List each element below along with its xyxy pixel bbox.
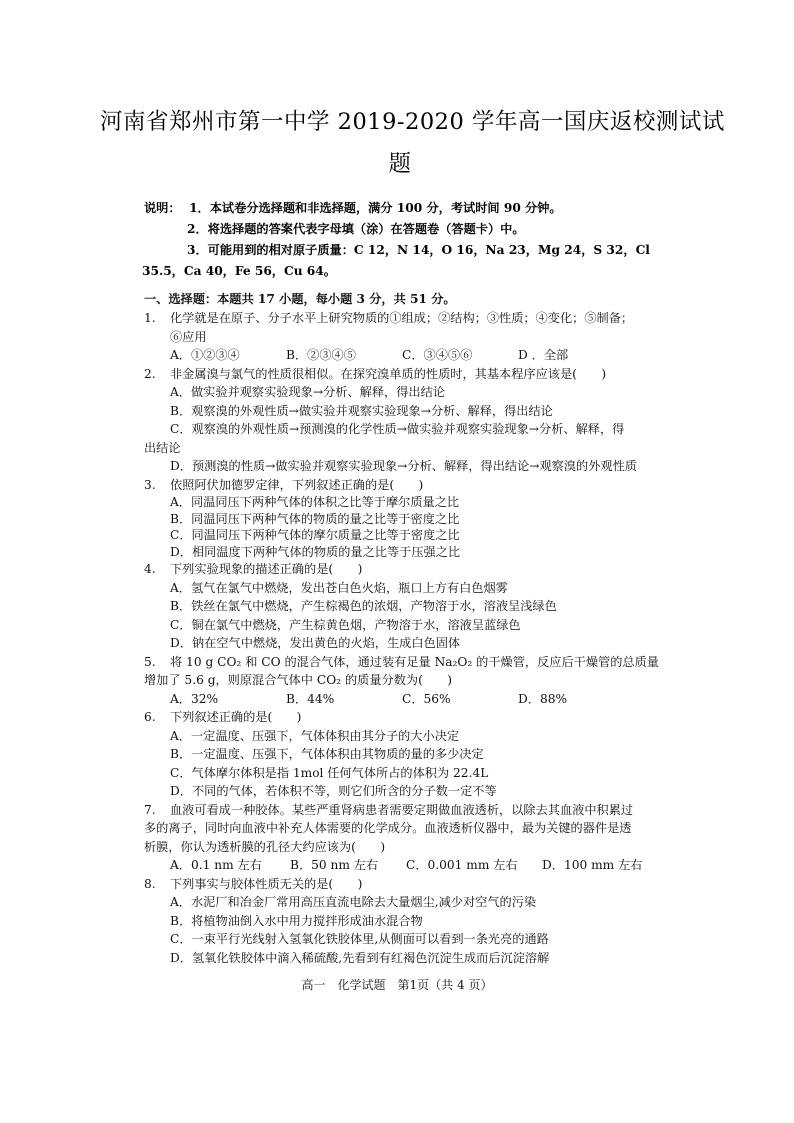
question-6 [144,708,664,801]
option-c: C．③④⑤⑥ [402,348,473,362]
question-8 [144,875,664,968]
option-a: A．0.1 nm 左右 [170,858,262,872]
question-3 [144,476,664,561]
option-d: D ．全部 [518,348,569,362]
option-a: A．同温同压下两种气体的体积之比等于摩尔质量之比 [170,495,460,509]
question-stem-cont: 增加了 5.6 g，则原混合气体中 CO₂ 的质量分数为( ) [144,673,452,687]
option-a: A．一定温度、压强下，气体体积由其分子的大小决定 [170,728,460,743]
question-7 [144,801,664,875]
question-stem: 化学就是在原子、分子水平上研究物质的①组成；②结构；③性质；④变化；⑤制备； [170,311,634,325]
option-d: D．88% [518,691,568,706]
question-stem-cont: ⑥应用 [170,329,207,344]
question-number: 3. [144,477,156,492]
question-number: 2. [144,366,156,381]
instructions-label: 说明： [144,201,181,215]
instruction-3: 3．可能用到的相对原子质量：C 12，N 14，O 16，Na 23，Mg 24，S 32，Cl [187,243,650,257]
question-section [144,290,664,967]
option-c: C．56% [402,691,451,706]
question-stem: 非金属溴与氯气的性质很相似。在探究溴单质的性质时，其基本程序应该是( ) [170,366,607,381]
option-b: B．一定温度、压强下，气体体积由其物质的量的多少决定 [170,747,484,761]
page-footer: 高一 化学试题 第1页（共 4 页） [301,978,493,992]
option-b: B．观察溴的外观性质→做实验并观察实验现象→分析、解释，得出结论 [170,403,553,418]
option-c: C．0.001 mm 左右 [406,858,518,872]
question-stem-cont: 多的离子，同时向血液中补充人体需要的化学成分。血液透析仪器中，最为关键的器件是透 [144,821,632,835]
option-b: B．②③④⑤ [286,348,356,362]
option-b: B．同温同压下两种气体的物质的量之比等于密度之比 [170,511,460,526]
option-a: A．①②③④ [170,348,240,362]
question-number: 7. [144,802,156,817]
option-a: A．水泥厂和冶金厂常用高压直流电除去大量烟尘,减少对空气的污染 [170,895,537,909]
option-a: A．氢气在氯气中燃烧，发出苍白色火焰，瓶口上方有白色烟雾 [170,580,508,595]
option-b: B．将植物油倒入水中用力搅拌形成油水混合物 [170,913,423,928]
option-b: B．铁丝在氯气中燃烧，产生棕褐色的浓烟，产物溶于水，溶液呈浅绿色 [170,599,557,613]
option-c: C．一束平行光线射入氢氧化铁胶体里,从侧面可以看到一条光亮的通路 [170,932,549,946]
instructions [144,198,664,282]
question-stem-cont-2: 析膜，你认为透析膜的孔径大约应该为( ) [144,839,386,854]
option-d: D．相同温度下两种气体的物质的量之比等于压强之比 [170,544,461,559]
exam-title-line1: 河南省郑州市第一中学 2019-2020 学年高一国庆返校测试试 [100,109,725,135]
option-a: A．32% [170,691,219,706]
question-2 [144,365,664,476]
option-a: A．做实验并观察实验现象→分析、解释，得出结论 [170,385,445,399]
question-number: 8. [144,876,156,891]
question-1 [144,309,664,365]
question-5 [144,653,664,709]
question-stem: 下列叙述正确的是( ) [170,710,302,724]
question-stem: 依照阿伏加德罗定律，下列叙述正确的是( ) [170,477,424,492]
question-stem: 血液可看成一种胶体。某些严重肾病患者需要定期做血液透析，以除去其血液中积累过 [170,802,634,817]
option-c: C．气体摩尔体积是指 1mol 任何气体所占的体积为 22.4L [170,765,489,780]
instruction-2: 2．将选择题的答案代表字母填（涂）在答题卷（答题卡）中。 [187,222,525,236]
question-stem: 下列实验现象的描述正确的是( ) [170,562,363,576]
section-heading: 一、选择题：本题共 17 小题，每小题 3 分，共 51 分。 [144,292,456,306]
question-stem: 下列事实与胶体性质无关的是( ) [170,876,363,891]
question-4 [144,560,664,653]
option-c-cont: 出结论 [144,440,181,455]
question-number: 5. [144,654,156,669]
option-b: B．50 nm 左右 [290,858,379,872]
question-number: 1. [144,311,156,325]
option-d: D．100 mm 左右 [542,858,643,872]
option-c: C．观察溴的外观性质→预测溴的化学性质→做实验并观察实验现象→分析、解释，得 [170,422,625,436]
option-d: D．氢氧化铁胶体中滴入稀硫酸,先看到有红褐色沉淀生成而后沉淀溶解 [170,950,550,965]
option-c: C．铜在氯气中燃烧，产生棕黄色烟，产物溶于水，溶液呈蓝绿色 [170,617,521,632]
option-d: D．不同的气体，若体积不等，则它们所含的分子数一定不等 [170,784,497,798]
instruction-1: 1．本试卷分选择题和非选择题，满分 100 分，考试时间 90 分钟。 [189,201,562,215]
exam-title-line2: 题 [388,151,412,177]
option-d: D．钠在空气中燃烧，发出黄色的火焰，生成白色固体 [170,636,461,650]
instruction-3-cont: 35.5，Ca 40，Fe 56，Cu 64。 [142,264,336,278]
question-stem: 将 10 g CO₂ 和 CO 的混合气体，通过装有足量 Na₂O₂ 的干燥管，反应后干燥管的总质量 [170,654,659,669]
question-number: 4. [144,562,156,576]
option-d: D．预测溴的性质→做实验并观察实验现象→分析、解释，得出结论→观察溴的外观性质 [170,459,637,473]
question-number: 6. [144,710,156,724]
option-c: C．同温同压下两种气体的摩尔质量之比等于密度之比 [170,528,460,542]
option-b: B．44% [286,691,335,706]
